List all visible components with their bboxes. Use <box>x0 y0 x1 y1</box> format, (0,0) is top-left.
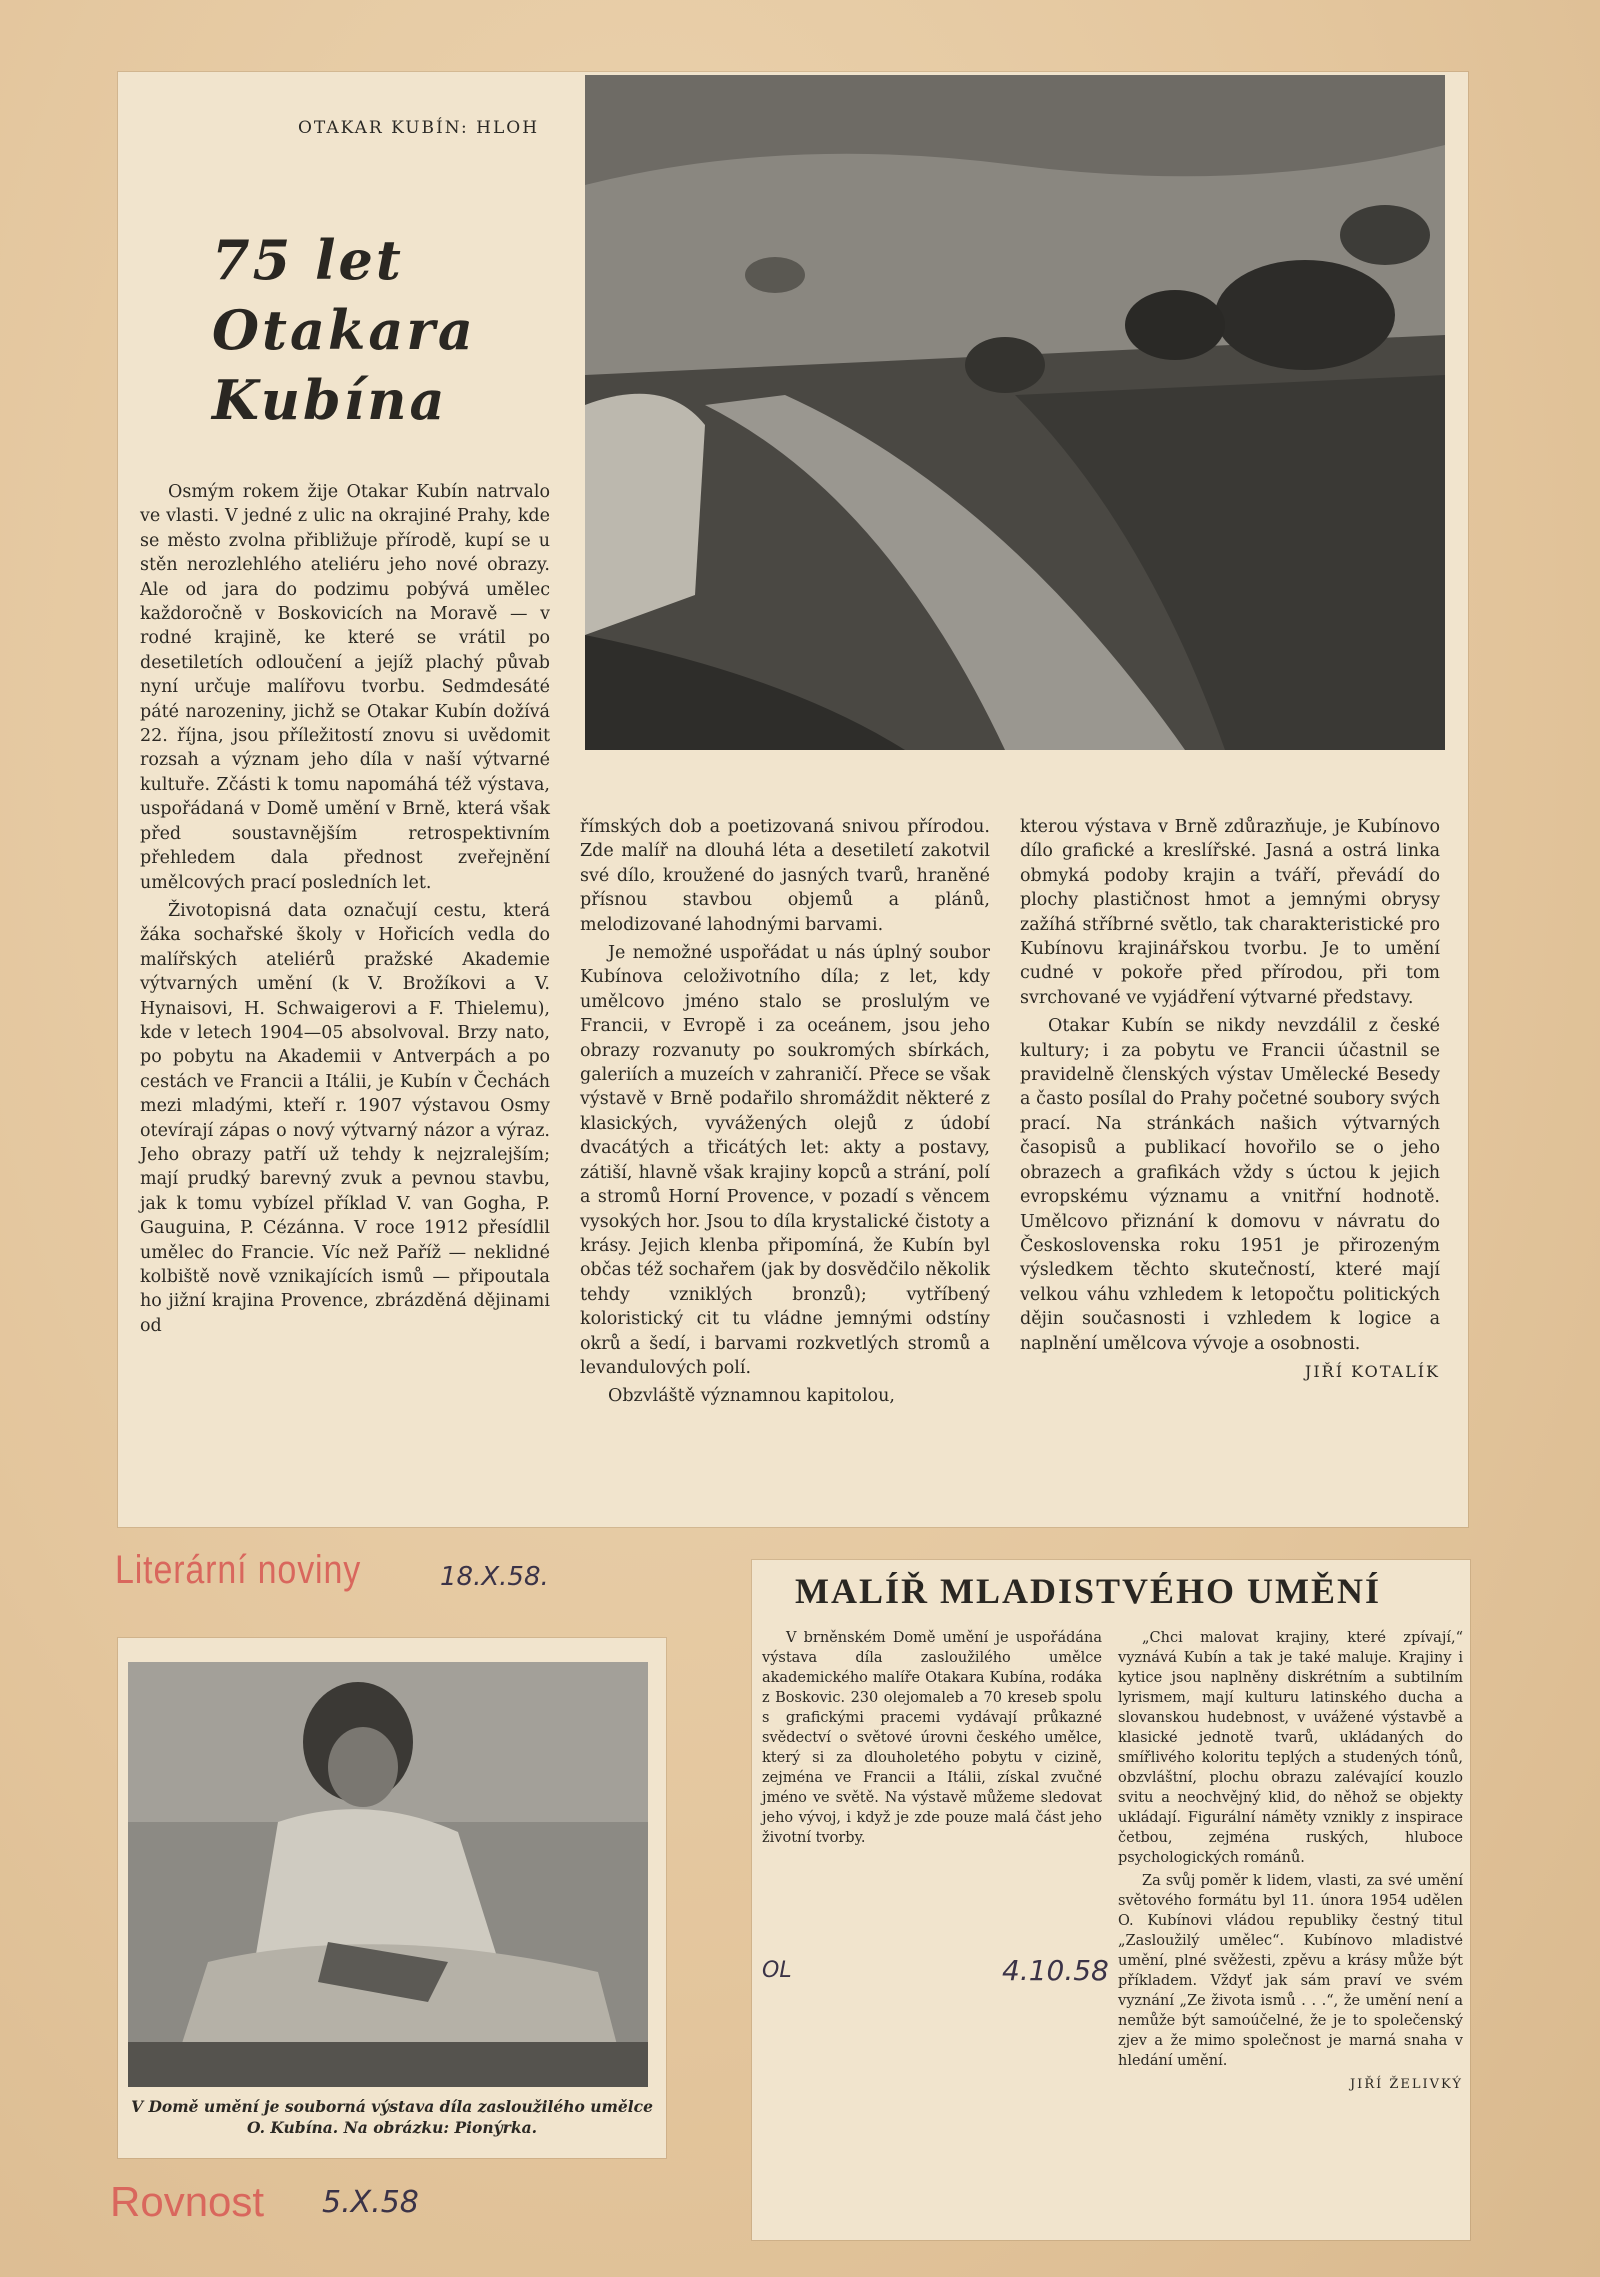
title-line-1: 75 let <box>212 228 404 292</box>
photo-caption: OTAKAR KUBÍN: HLOH <box>298 118 540 138</box>
portrait-photo <box>128 1662 648 2087</box>
article-column-right <box>1118 1628 1463 2095</box>
article-title <box>212 225 476 435</box>
article-column-2 <box>580 815 990 1413</box>
article-column-3 <box>1020 815 1440 1384</box>
literarni-noviny-stamp: Literární noviny <box>115 1548 362 1592</box>
handwritten-date: 18.X.58. <box>440 1562 549 1592</box>
rovnost-stamp: Rovnost <box>110 2178 265 2225</box>
title-line-3: Kubína <box>212 368 448 432</box>
handwritten-note: OL <box>762 1958 792 1983</box>
paragraph: „Chci malovat krajiny, které zpívají,“ vyznává Kubín a tak je také maluje. Krajiny i kytice jsou naplněny diskrétním a subtilním lyrismem, mají kulturu latinského ducha a slovanskou hudebnost, v uvážené výstavbě a klasické jednotě tvarů, ukládaných do smířlivého koloritu teplých a studených tónů, obzvláštní, plochu obrazu zalévající kouzlo svitu a neochvějný klid, do něhož se objekty ukládají. Figurální náměty vznikly z inspirace četbou, zejména ruských, hluboce psychologických románů. <box>1118 1630 1463 1866</box>
article-column-1 <box>140 480 550 1342</box>
landscape-photo <box>585 75 1445 750</box>
title-line-2: Otakara <box>212 298 476 362</box>
paragraph: kterou výstava v Brně zdůrazňuje, je Kubínovo dílo grafické a kreslířské. Jasná a ostrá linka obmyká podoby krajin a tváří, převádí do plochy plastičnost hmot a jemnými obrysy zažíhá stříbrné světlo, tak charakteristické pro Kubínovu krajinářskou tvorbu. Je to umění cudné v pokoře před přírodou, při tom svrchované ve vyjádření výtvarné představy. <box>1020 817 1440 1008</box>
handwritten-date: 4.10.58 <box>1002 1954 1109 1987</box>
paragraph: Je nemožné uspořádat u nás úplný soubor Kubínova celoživotního díla; z let, kdy umělcovo jméno stalo se proslulým ve Francii, v Evropě i za oceánem, jsou jeho obrazy rozvanuty po soukromých sbírkách, galeriích a muzeích v zahraničí. Přece se však výstavě v Brně podařilo shromáždit některé z klasických, vyvážených olejů z údobí dvacátých a třicátých let: akty a postavy, zátiší, hlavně však krajiny kopců a strání, polí a stromů Horní Provence, v pozadí s věncem vysokých hor. Jsou to díla krystalické čistoty a krásy. Jejich klenba připomíná, že Kubín byl občas též sochařem (jak by dosvědčilo několik tehdy vzniklých bronzů); vytříbený koloristický cit tu vládne jemnými odstíny okrů a šedí, i barvami rozkvetlých stromů a levandulových polí. <box>580 943 990 1378</box>
paragraph: Osmým rokem žije Otakar Kubín natrvalo ve vlasti. V jedné z ulic na okrajiné Prahy, kde se město zvolna přibližuje přírodě, kupí se u stěn nerozlehlého ateliéru jeho nové obrazy. Ale od jara do podzimu pobývá umělec každoročně v Boskovicích na Moravě — v rodné krajině, ke které se vrátil po desetiletích odloučení a jejíž plachý půvab nyní určuje malířovu tvorbu. Sedmdesáté páté narozeniny, jichž se Otakar Kubín dožívá 22. října, jsou příležitostí znovu si uvědomit rozsah a význam jeho díla v naší výtvarné kultuře. Zčásti k tomu napomáhá též výstava, uspořádaná v Domě umění v Brně, která však před soustavnějším retrospektivním přehledem dala přednost zveřejnění umělcových prací posledních let. <box>140 482 550 893</box>
paragraph: římských dob a poetizovaná snivou přírodou. Zde malíř na dlouhá léta a desetiletí zakotvil své dílo, kroužené do jasných tvarů, hraněné přísnou stavbou objemů a plánů, melodizované lahodnými barvami. <box>580 817 990 935</box>
author-signature: JIŘÍ KOTALÍK <box>1304 1361 1440 1381</box>
paragraph: Životopisná data označují cestu, která žáka sochařské školy v Hořicích vedla do malířských ateliérů pražské Akademie výtvarných umění (k V. Brožíkovi a V. Hynaisovi, H. Schwaigerovi a F. Thielemu), kde v letech 1904—05 absolvoval. Brzy nato, po pobytu na Akademii v Antverpách a po cestách ve Francii a Itálii, je Kubín v Čechách mezi mladými, kteří r. 1907 výstavou Osmy otevírají zápas o nový výtvarný názor a výraz. Jeho obrazy patří už tehdy k nejzralejším; mají prudký barevný zvuk a pevnou stavbu, jak k tomu vybízel příklad V. van Gogha, P. Gauguina, P. Cézánna. V roce 1912 přesídlil umělec do Francie. Víc než Paříž — neklidné kolbiště nově vznikajících ismů — připoutala ho jižní krajina Provence, zbrázděná dějinami od <box>140 900 550 1336</box>
paragraph: Obzvláště významnou kapitolou, <box>608 1386 895 1407</box>
paragraph: Za svůj poměr k lidem, vlasti, za své umění světového formátu byl 11. února 1954 udělen O. Kubínovi vládou republiky čestný titul „Zasloužilý umělec“. Kubínovo mladistvé umění, plné svěžesti, zpěvu a krásy může být příkladem. Vždyť jak sám praví ve svém vyznání „Ze života ismů . . .“, že umění není a nemůže být samoúčelné, že je to společenský zjev a že mimo společnost je marná snaha v hledání umění. <box>1118 1873 1463 2069</box>
paragraph: V brněnském Domě umění je uspořádána výstava díla zasloužilého umělce akademického malíře Otakara Kubína, rodáka z Boskovic. 230 olejomaleb a 70 kreseb spolu s grafickými pracemi vydávají průkazné svědectví o světové úrovni českého umělce, který si za dlouholetého pobytu v cizině, zejména ve Francii a Itálii, získal zvučné jméno ve světě. Na výstavě můžeme sledovat jeho vývoj, i když je zde pouze malá část jeho životní tvorby. <box>762 1630 1102 1846</box>
paragraph: Otakar Kubín se nikdy nevzdálil z české kultury; i za pobytu ve Francii účastnil se pravidelně členských výstav Umělecké Besedy a často posílal do Prahy početné soubory svých prací. Na stránkách našich výtvarných časopisů a publikací hovořilo se o jeho obrazech a grafikách vždy s úctou k jejich evropskému významu a vnitřní hodnotě. Umělcovo přiznání k domovu v návratu do Československa roku 1951 je přirozeným výsledkem těchto skutečností, které mají velkou váhu vzhledem k letopočtu politických dějin současnosti i vzhledem k logice a naplnění umělcova vývoje a osobnosti. <box>1020 1016 1440 1354</box>
author-signature: JIŘÍ ŽELIVKÝ <box>1349 2077 1463 2092</box>
article-column-left <box>762 1628 1102 1851</box>
handwritten-date: 5.X.58 <box>322 2185 419 2220</box>
portrait-caption: V Domě umění je souborná výstava díla zasloužilého umělce O. Kubína. Na obrázku: Pionýrka. <box>131 2097 653 2137</box>
article-headline: MALÍŘ MLADISTVÉHO UMĚNÍ <box>795 1571 1382 1611</box>
